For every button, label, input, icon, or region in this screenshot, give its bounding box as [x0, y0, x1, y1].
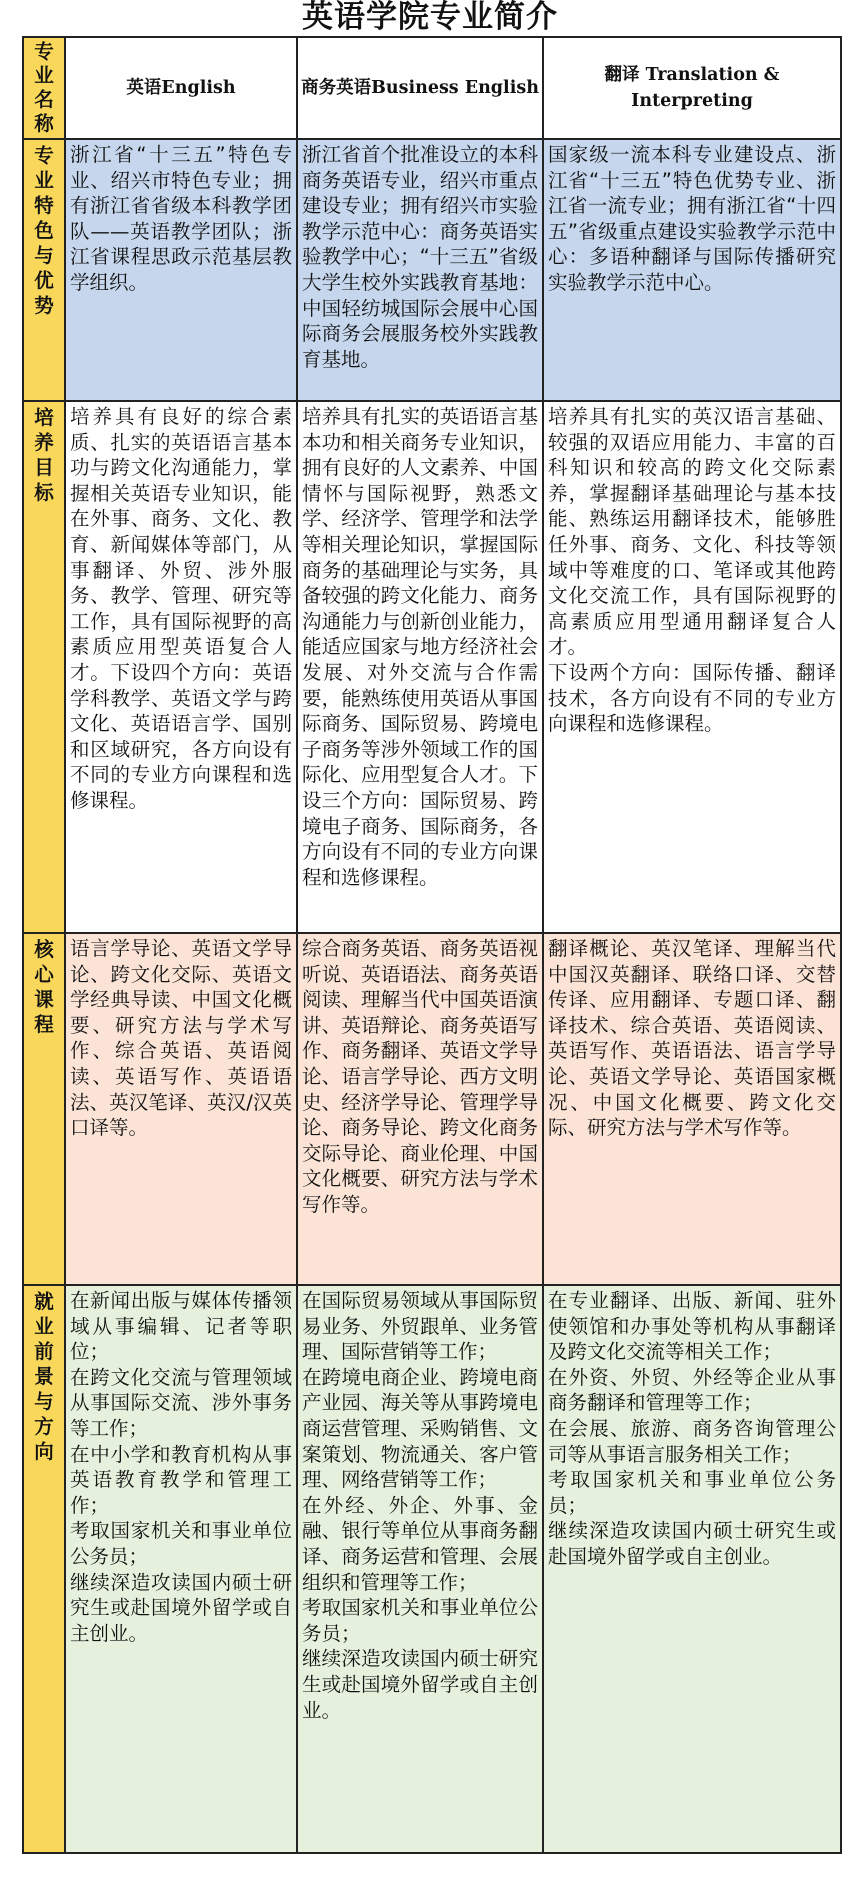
cell-objectives-business — [297, 401, 543, 933]
cell-text: 在新闻出版与媒体传播领域从事编辑、记者等职位； — [70, 1289, 292, 1364]
cell-objectives-english — [65, 401, 297, 933]
cell-careers-business — [297, 1285, 543, 1853]
cell-text: 浙江省首个批准设立的本科商务英语专业，绍兴市重点建设专业；拥有绍兴市实验教学示范中心：商务英语实验教学中心；“十三五”省级大学生校外实践教育基地：中国轻纺城国际会展中心国际商务会展服务校外实践教育基地。 — [302, 143, 538, 371]
row-label-features: 专业特色与优势 — [23, 139, 65, 401]
label-column-header: 专业名称 — [23, 37, 65, 139]
cell-text: 继续深造攻读国内硕士研究生或赴国境外留学或自主创业。 — [70, 1570, 292, 1645]
cell-text: 在国际贸易领域从事国际贸易业务、外贸跟单、业务管理、国际营销等工作； — [302, 1289, 538, 1364]
cell-text: 培养具有扎实的英汉语言基础、较强的双语应用能力、丰富的百科知识和较高的跨文化交际素养，掌握翻译基础理论与基本技能、熟练运用翻译技术，能够胜任外事、商务、文化、科技等领域中等难度的口、笔译或其他跨文化交流工作，具有国际视野的高素质应用型通用翻译复合人才。 — [548, 405, 836, 659]
cell-courses-translation — [543, 933, 841, 1285]
cell-careers-translation — [543, 1285, 841, 1853]
cell-text: 在专业翻译、出版、新闻、驻外使领馆和办事处等机构从事翻译及跨文化交流等相关工作； — [548, 1289, 836, 1364]
cell-text: 培养具有扎实的英语语言基本功和相关商务专业知识，拥有良好的人文素养、中国情怀与国际视野，熟悉文学、经济学、管理学和法学等相关理论知识，掌握国际商务的基础理论与实务，具备较强的跨文化能力、商务沟通能力与创新创业能力，能适应国家与地方经济社会发展、对外交流与合作需要，能熟练使用英语从事国际商务、国际贸易、跨境电子商务等涉外领域工作的国际化、应用型复合人才。下设三个方向：国际贸易、跨境电子商务、国际商务，各方向设有不同的专业方向课程和选修课程。 — [302, 405, 538, 889]
cell-careers-english — [65, 1285, 297, 1853]
cell-text: 翻译概论、英汉笔译、理解当代中国汉英翻译、联络口译、交替传译、应用翻译、专题口译、翻译技术、综合英语、英语阅读、英语写作、英语语法、语言学导论、英语文学导论、英语国家概况、中国文化概要、跨文化交际、研究方法与学术写作等。 — [548, 937, 836, 1140]
cell-features-business — [297, 139, 543, 401]
cell-text: 继续深造攻读国内硕士研究生或赴国境外留学或自主创业。 — [302, 1647, 538, 1722]
major-header-business-english: 商务英语Business English — [297, 37, 543, 139]
cell-text: 语言学导论、英语文学导论、跨文化交际、英语文学经典导读、中国文化概要、研究方法与学术写作、综合英语、英语阅读、英语写作、英语语法、英汉笔译、英汉/汉英口译等。 — [70, 937, 292, 1140]
row-careers — [23, 1285, 841, 1853]
major-header-translation: 翻译 Translation & Interpreting — [543, 37, 841, 139]
cell-text: 国家级一流本科专业建设点、浙江省“十三五”特色优势专业、浙江省一流专业；拥有浙江省“十四五”省级重点建设实验教学示范中心：多语种翻译与国际传播研究实验教学示范中心。 — [548, 143, 836, 294]
cell-text: 考取国家机关和事业单位公务员； — [302, 1596, 538, 1645]
cell-text: 考取国家机关和事业单位公务员； — [548, 1468, 836, 1517]
cell-text: 在会展、旅游、商务咨询管理公司等从事语言服务相关工作； — [548, 1416, 836, 1466]
major-header-english: 英语English — [65, 37, 297, 139]
row-features — [23, 139, 841, 401]
page-title: 英语学院专业简介 — [302, 0, 558, 35]
cell-text: 下设两个方向：国际传播、翻译技术，各方向设有不同的专业方向课程和选修课程。 — [548, 660, 836, 736]
cell-text: 在外资、外贸、外经等企业从事商务翻译和管理等工作； — [548, 1365, 836, 1415]
cell-text: 浙江省“十三五”特色专业、绍兴市特色专业；拥有浙江省省级本科教学团队——英语教学团队；浙江省课程思政示范基层教学组织。 — [70, 143, 292, 294]
row-label-careers: 就业前景与方向 — [23, 1285, 65, 1853]
row-label-courses: 核心课程 — [23, 933, 65, 1285]
cell-text: 考取国家机关和事业单位公务员； — [70, 1519, 292, 1568]
cell-text: 在中小学和教育机构从事英语教育教学和管理工作； — [70, 1442, 292, 1517]
cell-features-translation — [543, 139, 841, 401]
cell-courses-business — [297, 933, 543, 1285]
cell-objectives-translation — [543, 401, 841, 933]
cell-text: 在跨文化交流与管理领域从事国际交流、涉外事务等工作； — [70, 1365, 292, 1440]
cell-text: 在外经、外企、外事、金融、银行等单位从事商务翻译、商务运营和管理、会展组织和管理等工作； — [302, 1493, 538, 1594]
cell-courses-english — [65, 933, 297, 1285]
cell-text: 继续深造攻读国内硕士研究生或赴国境外留学或自主创业。 — [548, 1519, 836, 1568]
cell-text: 在跨境电商企业、跨境电商产业园、海关等从事跨境电商运营管理、采购销售、文案策划、物流通关、客户管理、网络营销等工作； — [302, 1365, 538, 1492]
header-row — [23, 37, 841, 139]
row-label-objectives: 培养目标 — [23, 401, 65, 933]
cell-features-english — [65, 139, 297, 401]
majors-table — [22, 36, 842, 1854]
cell-text: 综合商务英语、商务英语视听说、英语语法、商务英语阅读、理解当代中国英语演讲、英语辩论、商务英语写作、商务翻译、英语文学导论、语言学导论、西方文明史、经济学导论、管理学导论、商务导论、跨文化商务交际导论、商业伦理、中国文化概要、研究方法与学术写作等。 — [302, 937, 538, 1216]
row-objectives — [23, 401, 841, 933]
cell-text: 培养具有良好的综合素质、扎实的英语语言基本功与跨文化沟通能力，掌握相关英语专业知识，能在外事、商务、文化、教育、新闻媒体等部门，从事翻译、外贸、涉外服务、教学、管理、研究等工作，具有国际视野的高素质应用型英语复合人才。下设四个方向：英语学科教学、英语文学与跨文化、英语语言学、国别和区域研究，各方向设有不同的专业方向课程和选修课程。 — [70, 405, 292, 812]
row-courses — [23, 933, 841, 1285]
